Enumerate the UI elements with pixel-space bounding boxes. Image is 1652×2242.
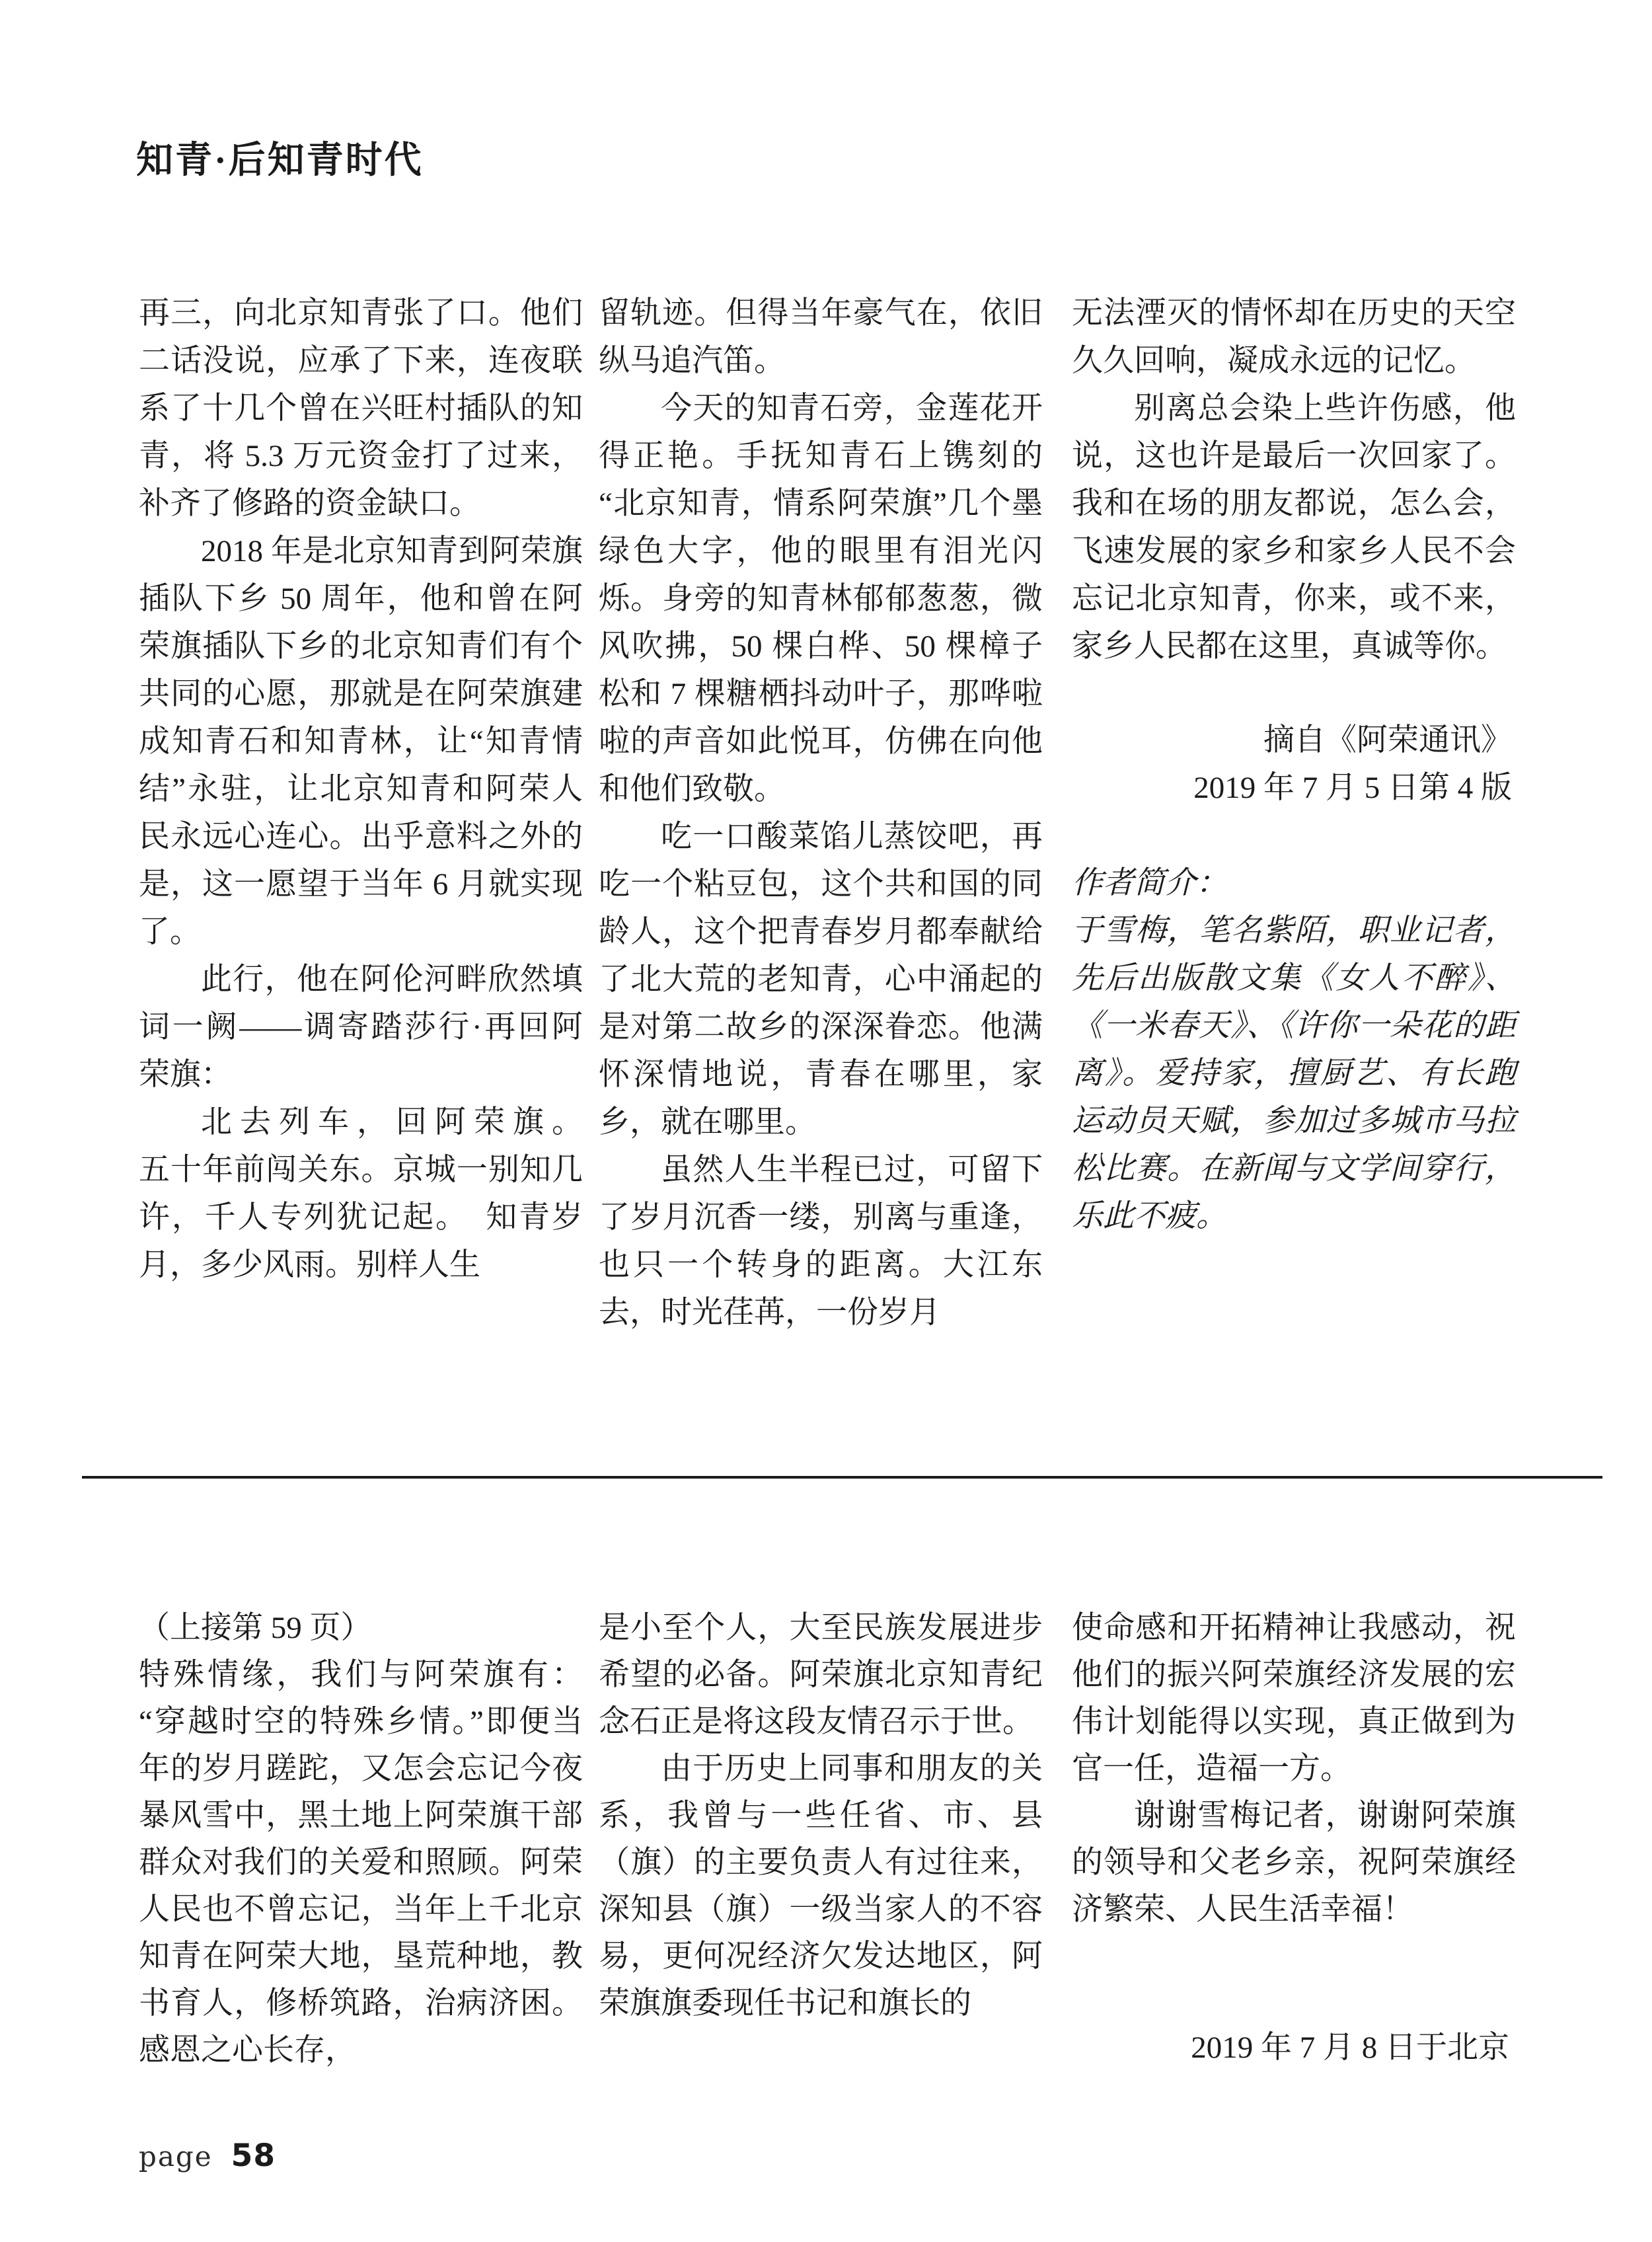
paragraph: 此行，他在阿伦河畔欣然填词一阙——调寄踏莎行·再回阿荣旗：: [139, 962, 583, 1092]
paragraph: 2018 年是北京知青到阿荣旗插队下乡 50 周年，他和曾在阿荣旗插队下乡的北京知青们有个共同的心愿，那就是在阿荣旗建成知青石和知青林，让“知青情结”永驻，让北京知青和阿荣人民永远心连心。出乎意料之外的是，这一愿望于当年 6 月就实现了。: [139, 534, 583, 949]
bottom-column-1: [139, 1605, 583, 2074]
page-label: page: [139, 2140, 213, 2173]
dateline: 2019 年 7 月 8 日于北京: [1191, 2030, 1509, 2065]
poem-body: 五十年前闯关东。京城一别知几许，千人专列犹记起。 知青岁月，多少风雨。别样人生: [139, 1153, 583, 1282]
paragraph-continuation: 是小至个人，大至民族发展进步希望的必备。阿荣旗北京知青纪念石正是将这段友情召示于世。: [599, 1611, 1043, 1739]
paragraph-continuation: 使命感和开拓精神让我感动，祝他们的振兴阿荣旗经济发展的宏伟计划能得以实现，真正做到为官一任，造福一方。: [1072, 1611, 1516, 1786]
top-column-3: [1072, 290, 1516, 1240]
top-column-1: [139, 290, 583, 1289]
page-number: 58: [231, 2138, 276, 2174]
bottom-column-3: [1072, 1605, 1516, 2071]
paragraph: 虽然人生半程已过，可留下了岁月沉香一缕，别离与重逢，也只一个转身的距离。大江东去，时光荏苒，一份岁月: [599, 1153, 1043, 1330]
paragraph: 别离总会染上些许伤感，他说，这也许是最后一次回家了。我和在场的朋友都说，怎么会，飞速发展的家乡和家乡人民不会忘记北京知青，你来，或不来，家乡人民都在这里，真诚等你。: [1072, 391, 1516, 664]
attribution-source: 摘自《阿荣通讯》: [1263, 723, 1512, 757]
continuation-note: （上接第 59 页）: [139, 1611, 372, 1645]
author-bio: [1072, 859, 1516, 1240]
paragraph-continuation: 特殊情缘，我们与阿荣旗有：“穿越时空的特殊乡情。”即便当年的岁月蹉跎，又怎会忘记今夜暴风雪中，黑土地上阿荣旗干部群众对我们的关爱和照顾。阿荣人民也不曾忘记，当年上千北京知青在阿荣大地，垦荒种地，教书育人，修桥筑路，治病济困。感恩之心长存，: [139, 1658, 583, 2068]
author-bio-text: 于雪梅，笔名紫陌，职业记者，先后出版散文集《女人不醉》、《一米春天》、《许你一朵花的距离》。爱持家，擅厨艺、有长跑运动员天赋，参加过多城市马拉松比赛。在新闻与文学间穿行，乐此不疲。: [1072, 913, 1516, 1233]
bottom-column-2: [599, 1605, 1043, 2027]
top-column-2: [599, 290, 1043, 1336]
paragraph-continuation: 留轨迹。但得当年豪气在，依旧纵马追汽笛。: [599, 296, 1043, 378]
author-bio-heading: 作者简介：: [1072, 866, 1227, 900]
paragraph-continuation: 无法湮灭的情怀却在历史的天空久久回响，凝成永远的记忆。: [1072, 296, 1516, 378]
page-footer: [139, 2138, 276, 2174]
section-divider: [82, 1476, 1602, 1479]
source-attribution: [1072, 716, 1516, 812]
paragraph: 谢谢雪梅记者，谢谢阿荣旗的领导和父老乡亲，祝阿荣旗经济繁荣、人民生活幸福！: [1072, 1798, 1516, 1927]
paragraph: 吃一口酸菜馅儿蒸饺吧，再吃一个粘豆包，这个共和国的同龄人，这个把青春岁月都奉献给了北大荒的老知青，心中涌起的是对第二故乡的深深眷恋。他满怀深情地说，青春在哪里，家乡，就在哪里。: [599, 820, 1043, 1140]
attribution-edition: 2019 年 7 月 5 日第 4 版: [1193, 771, 1512, 805]
paragraph-continuation: 再三，向北京知青张了口。他们二话没说，应承了下来，连夜联系了十几个曾在兴旺村插队的知青，将 5.3 万元资金打了过来，补齐了修路的资金缺口。: [139, 296, 583, 521]
paragraph: 由于历史上同事和朋友的关系，我曾与一些任省、市、县（旗）的主要负责人有过往来，深知县（旗）一级当家人的不容易，更何况经济欠发达地区，阿荣旗旗委现任书记和旗长的: [599, 1752, 1043, 2021]
poem-opening-line: 北去列车，回阿荣旗。: [201, 1105, 583, 1140]
paragraph: 今天的知青石旁，金莲花开得正艳。手抚知青石上镌刻的“北京知青，情系阿荣旗”几个墨绿色大字，他的眼里有泪光闪烁。身旁的知青林郁郁葱葱，微风吹拂，50 棵白桦、50 棵樟子松和 7 棵糖栖抖动叶子，那哗啦啦的声音如此悦耳，仿佛在向他和他们致敬。: [599, 391, 1043, 806]
section-header-title: 知青·后知青时代: [136, 140, 424, 181]
